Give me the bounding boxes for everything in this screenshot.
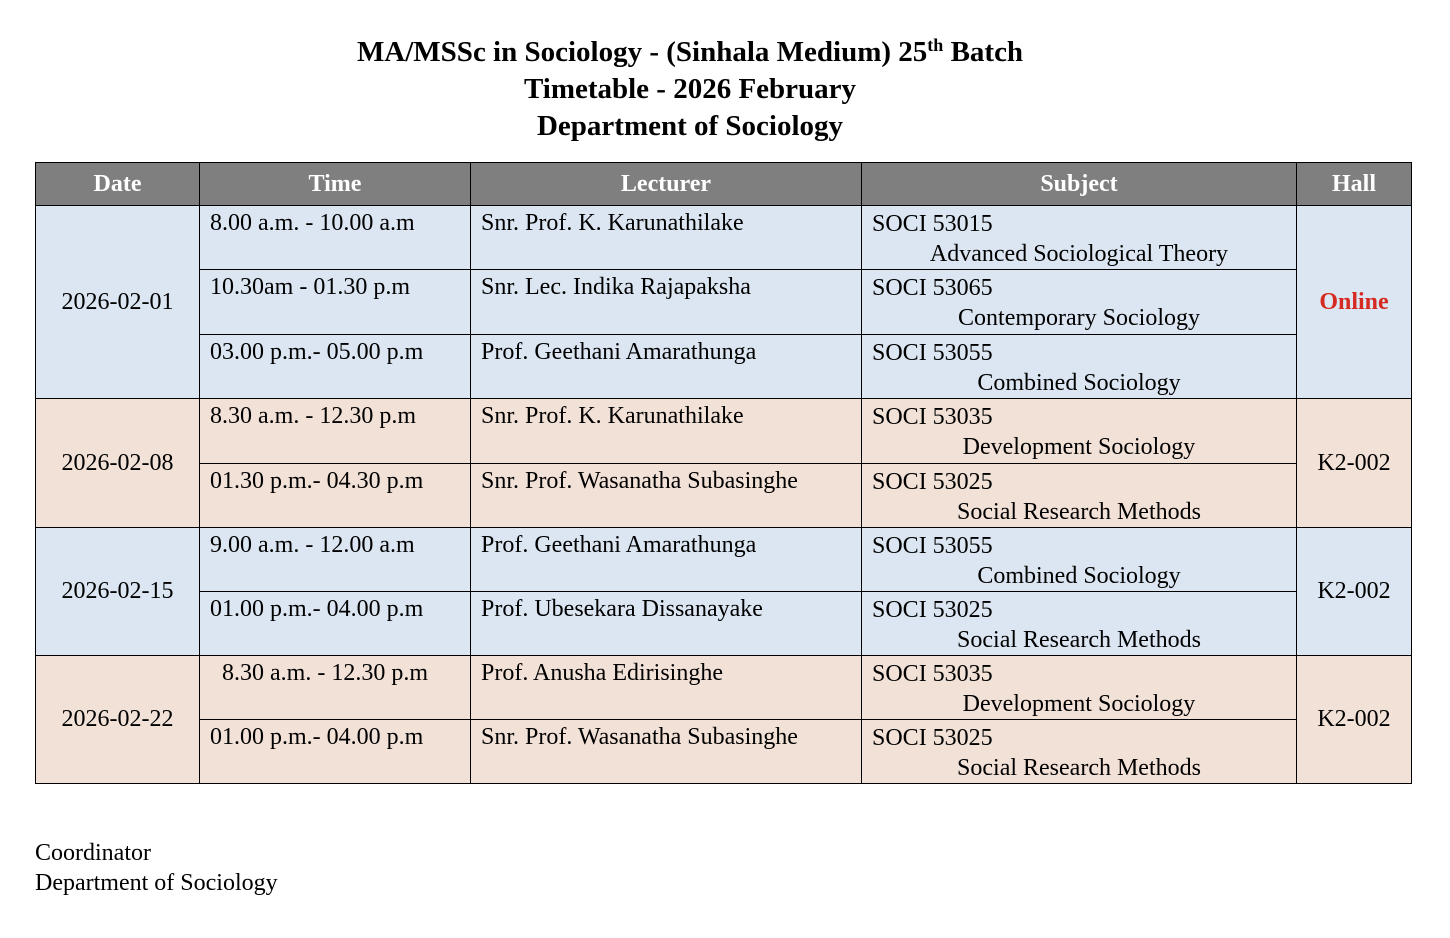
column-header-date: Date — [36, 163, 200, 206]
date-cell: 2026-02-08 — [36, 399, 200, 528]
table-row — [36, 399, 1412, 464]
column-header-subject: Subject — [862, 163, 1297, 206]
time-cell: 01.00 p.m.- 04.00 p.m — [200, 720, 471, 784]
subject-name: Combined Sociology — [977, 370, 1181, 396]
subject-code: SOCI 53035 — [872, 661, 993, 687]
lecturer-cell: Snr. Lec. Indika Rajapaksha — [471, 270, 862, 335]
lecturer-cell: Snr. Prof. Wasanatha Subasinghe — [471, 464, 862, 528]
subject-cell — [862, 592, 1297, 656]
hall-cell: K2-002 — [1297, 399, 1412, 528]
table-row — [36, 270, 1412, 335]
column-header-lecturer: Lecturer — [471, 163, 862, 206]
subject-name: Contemporary Sociology — [958, 305, 1200, 331]
subject-name: Social Research Methods — [957, 755, 1201, 781]
time-cell: 9.00 a.m. - 12.00 a.m — [200, 528, 471, 592]
time-cell: 01.00 p.m.- 04.00 p.m — [200, 592, 471, 656]
subject-code: SOCI 53035 — [872, 404, 993, 430]
subject-name: Development Sociology — [962, 434, 1196, 460]
subject-cell — [862, 656, 1297, 720]
time-cell: 01.30 p.m.- 04.30 p.m — [200, 464, 471, 528]
lecturer-cell: Prof. Anusha Edirisinghe — [471, 656, 862, 720]
subject-code: SOCI 53025 — [872, 725, 993, 751]
column-header-time: Time — [200, 163, 471, 206]
lecturer-cell: Prof. Geethani Amarathunga — [471, 335, 862, 399]
time-cell: 8.30 a.m. - 12.30 p.m — [200, 656, 471, 720]
table-row — [36, 206, 1412, 270]
lecturer-cell: Prof. Geethani Amarathunga — [471, 528, 862, 592]
subject-cell — [862, 399, 1297, 464]
hall-cell: Online — [1297, 206, 1412, 399]
time-cell: 8.00 a.m. - 10.00 a.m — [200, 206, 471, 270]
subject-name: Advanced Sociological Theory — [929, 241, 1229, 267]
time-cell: 8.30 a.m. - 12.30 p.m — [200, 399, 471, 464]
subject-cell — [862, 720, 1297, 784]
subject-cell — [862, 464, 1297, 528]
title-line-3: Department of Sociology — [536, 110, 844, 142]
table-row — [36, 592, 1412, 656]
lecturer-cell: Prof. Ubesekara Dissanayake — [471, 592, 862, 656]
column-header-hall: Hall — [1297, 163, 1412, 206]
table-row — [36, 335, 1412, 399]
subject-name: Social Research Methods — [957, 627, 1201, 653]
subject-code: SOCI 53065 — [872, 275, 993, 301]
lecturer-cell: Snr. Prof. K. Karunathilake — [471, 206, 862, 270]
subject-code: SOCI 53025 — [872, 469, 993, 495]
hall-cell: K2-002 — [1297, 656, 1412, 784]
subject-cell — [862, 206, 1297, 270]
time-cell: 10.30am - 01.30 p.m — [200, 270, 471, 335]
hall-cell: K2-002 — [1297, 528, 1412, 656]
table-row — [36, 656, 1412, 720]
signature-block — [35, 838, 278, 898]
subject-code: SOCI 53015 — [872, 211, 993, 237]
table-row — [36, 720, 1412, 784]
title-line-1: MA/MSSc in Sociology - (Sinhala Medium) 25th Batch — [356, 35, 1024, 68]
coordinator-label: Coordinator — [35, 840, 151, 866]
timetable — [35, 162, 1412, 784]
subject-name: Combined Sociology — [977, 563, 1181, 589]
time-cell: 03.00 p.m.- 05.00 p.m — [200, 335, 471, 399]
title-line-2: Timetable - 2026 February — [523, 73, 857, 105]
lecturer-cell: Snr. Prof. K. Karunathilake — [471, 399, 862, 464]
date-cell: 2026-02-15 — [36, 528, 200, 656]
subject-cell — [862, 528, 1297, 592]
department-label: Department of Sociology — [35, 870, 278, 896]
document-title — [0, 34, 1380, 145]
subject-name: Social Research Methods — [957, 499, 1201, 525]
subject-code: SOCI 53025 — [872, 597, 993, 623]
date-cell: 2026-02-22 — [36, 656, 200, 784]
subject-code: SOCI 53055 — [872, 533, 993, 559]
table-row — [36, 464, 1412, 528]
table-row — [36, 528, 1412, 592]
subject-name: Development Sociology — [962, 691, 1196, 717]
header-row — [36, 163, 1412, 206]
subject-cell — [862, 270, 1297, 335]
subject-cell — [862, 335, 1297, 399]
subject-code: SOCI 53055 — [872, 340, 993, 366]
date-cell: 2026-02-01 — [36, 206, 200, 399]
lecturer-cell: Snr. Prof. Wasanatha Subasinghe — [471, 720, 862, 784]
